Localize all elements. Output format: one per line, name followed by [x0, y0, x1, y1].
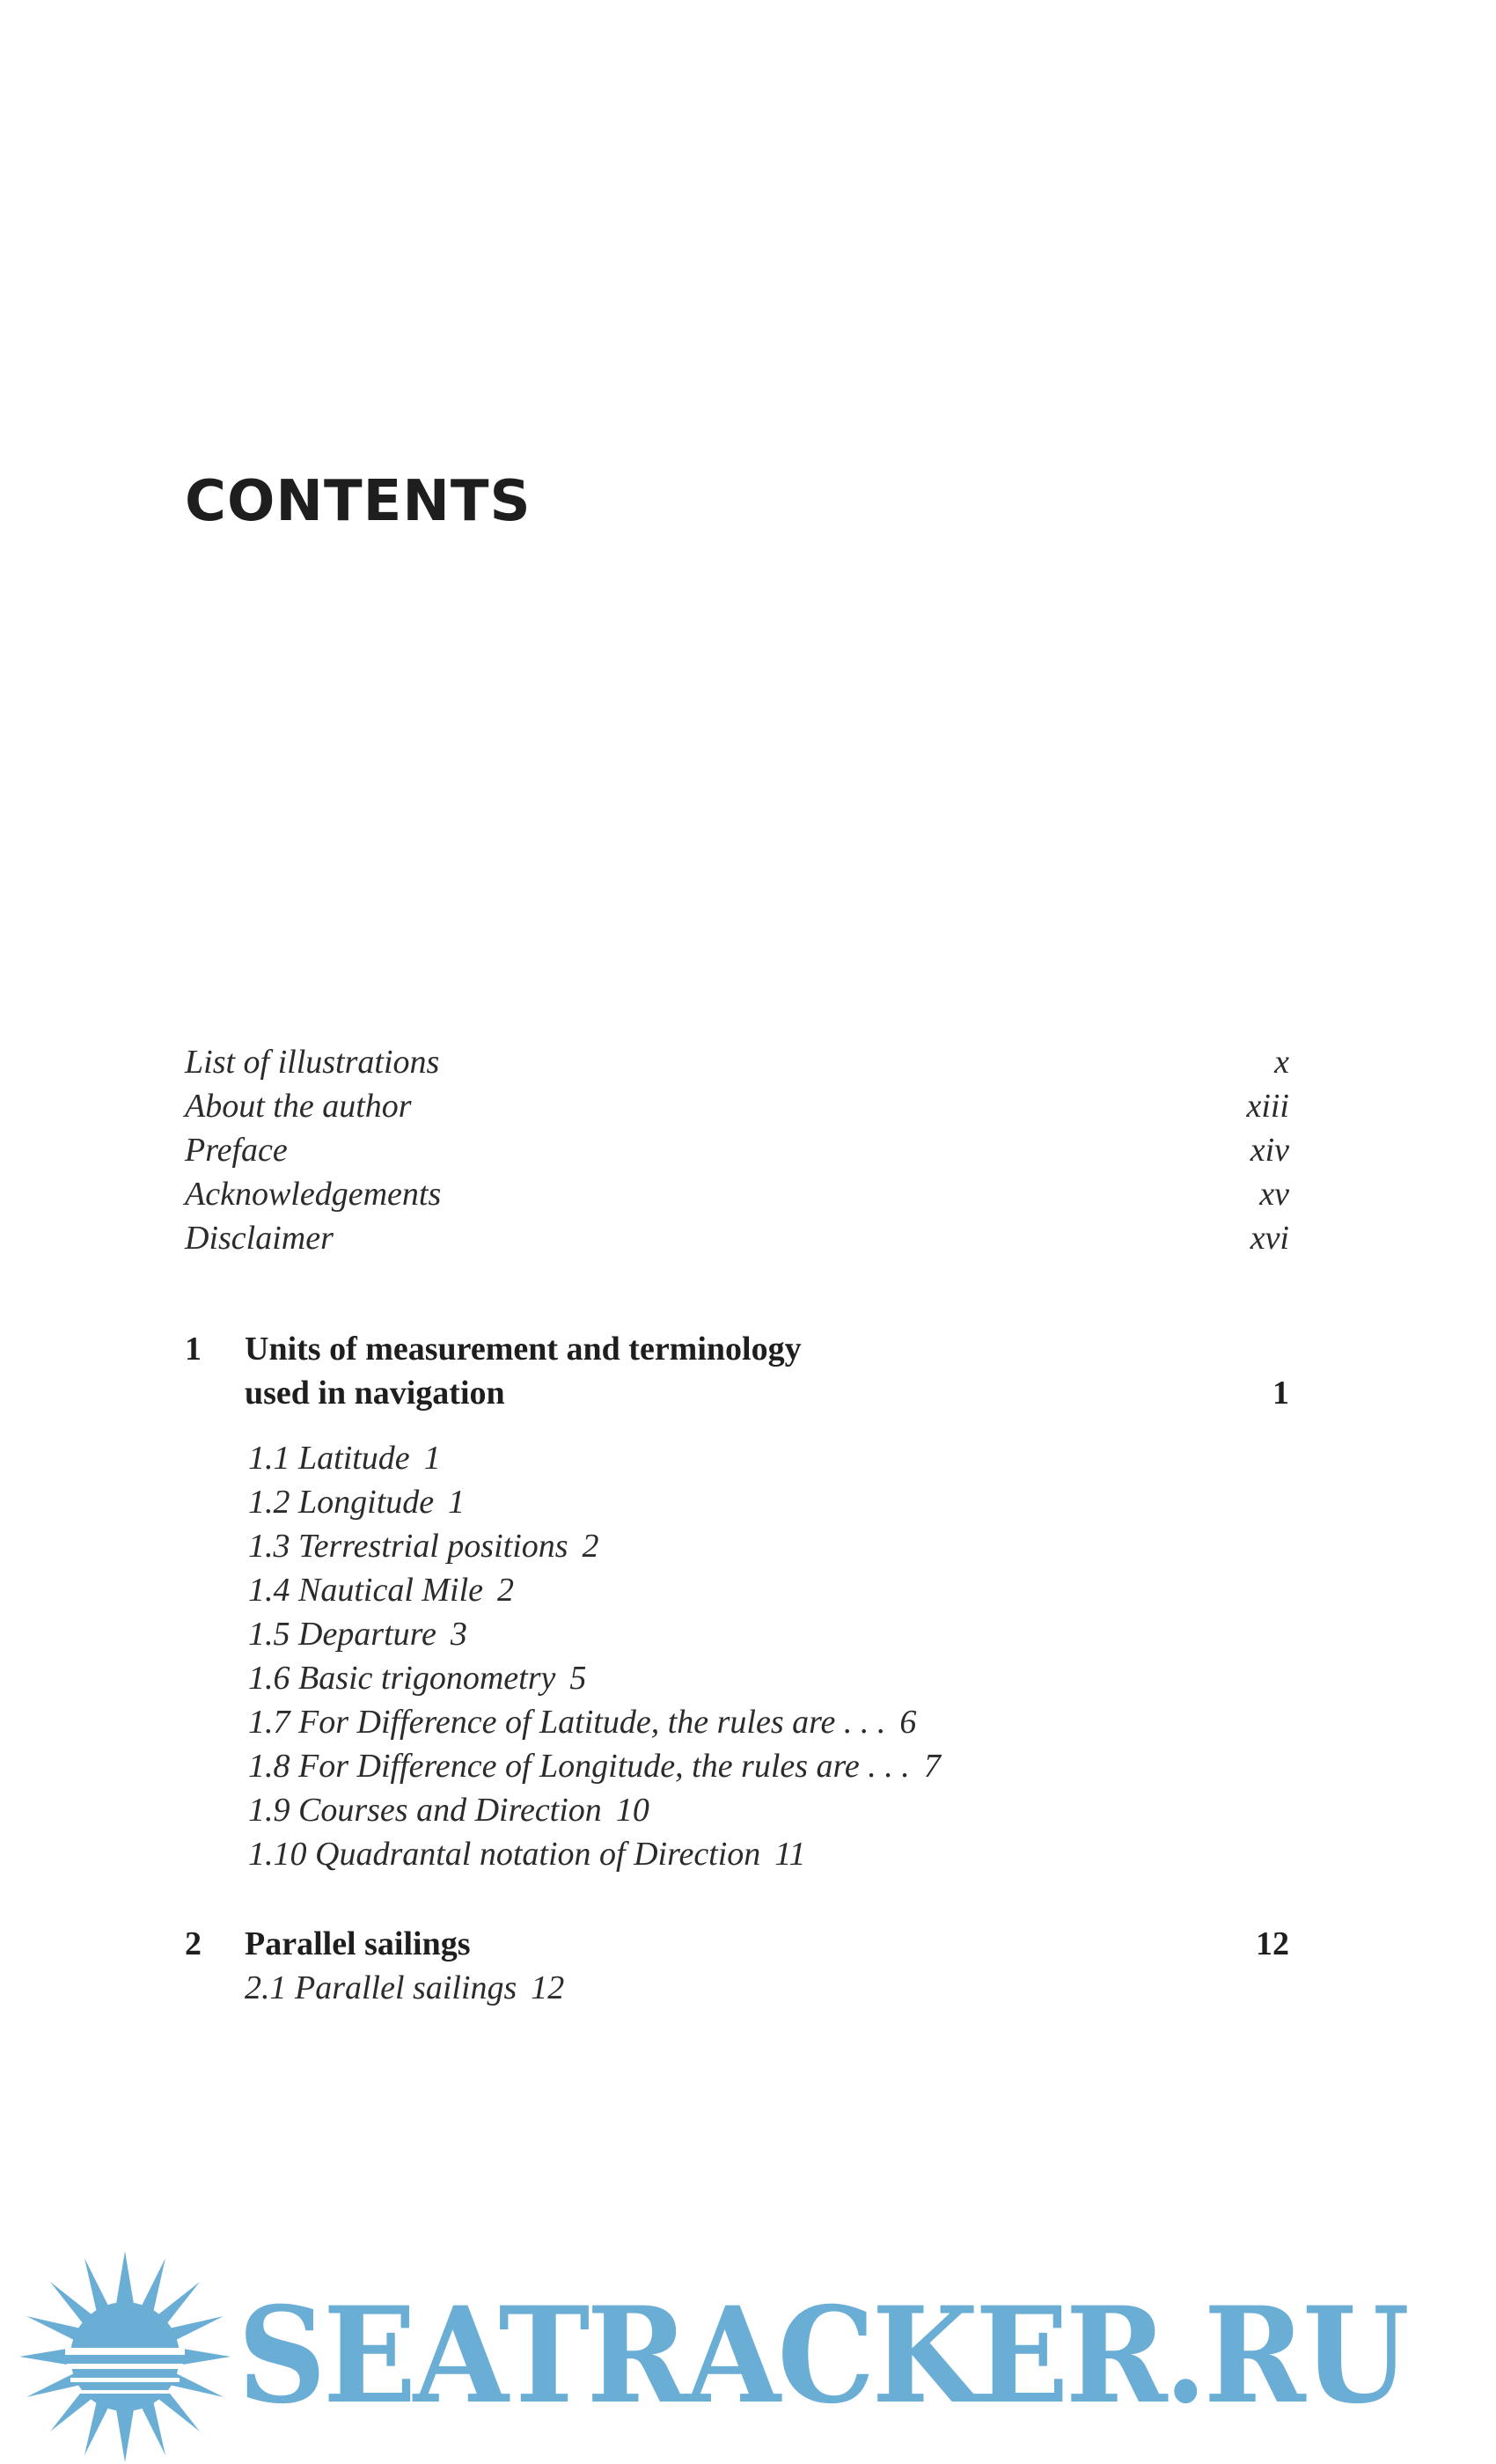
- chapter-title: [245, 1922, 1037, 1966]
- section-entry[interactable]: [248, 1436, 1289, 1480]
- toc-entry-about-the-author[interactable]: [185, 1084, 1289, 1128]
- front-matter-list: [185, 1040, 1289, 1260]
- section-label: 1.3 Terrestrial positions: [248, 1528, 568, 1565]
- toc-entry-label: Disclaimer: [185, 1220, 334, 1257]
- section-entry[interactable]: [248, 1480, 1289, 1524]
- toc-entry-preface[interactable]: [185, 1128, 1289, 1172]
- chapter-page: 1: [1272, 1375, 1289, 1412]
- section-entry[interactable]: [248, 1788, 1289, 1832]
- section-page: 3: [450, 1616, 467, 1653]
- section-label: 1.7 For Difference of Latitude, the rules are . . .: [248, 1704, 886, 1741]
- sun-icon: [19, 2251, 231, 2462]
- toc-entry-page: xv: [1259, 1176, 1289, 1213]
- watermark: [0, 2235, 1496, 2464]
- section-entry[interactable]: [248, 1656, 1289, 1700]
- section-page: 1: [448, 1484, 466, 1521]
- section-entry[interactable]: [248, 1832, 1289, 1876]
- chapter-page: 12: [1256, 1925, 1289, 1962]
- chapter-title-line: Units of measurement and terminology: [245, 1331, 802, 1368]
- section-entry[interactable]: [248, 1524, 1289, 1568]
- section-label: 1.6 Basic trigonometry: [248, 1660, 556, 1697]
- section-page: 10: [615, 1792, 649, 1829]
- section-page: 2: [497, 1572, 515, 1609]
- chapter-title-line: used in navigation: [245, 1375, 505, 1412]
- section-label: 1.9 Courses and Direction: [248, 1792, 602, 1829]
- section-label: 1.2 Longitude: [248, 1484, 435, 1521]
- toc-entry-page: xvi: [1250, 1220, 1289, 1257]
- section-page: 1: [423, 1440, 441, 1477]
- chapter-title-line: Parallel sailings: [245, 1925, 471, 1962]
- section-label: 1.5 Departure: [248, 1616, 436, 1653]
- toc-entry-label: Preface: [185, 1132, 288, 1169]
- chapter-heading[interactable]: [185, 1327, 1289, 1415]
- toc-entry-page: xiii: [1246, 1088, 1289, 1125]
- section-entry[interactable]: [248, 1612, 1289, 1656]
- toc-entry-label: Acknowledgements: [185, 1176, 442, 1213]
- toc-entry-disclaimer[interactable]: [185, 1216, 1289, 1260]
- section-page: 7: [923, 1748, 941, 1785]
- watermark-text: SEATRACKER.RU: [238, 2278, 1406, 2433]
- toc-entry-list-of-illustrations[interactable]: [185, 1040, 1289, 1084]
- toc-entry-label: About the author: [185, 1088, 412, 1125]
- toc-entry-label: List of illustrations: [185, 1044, 440, 1081]
- page-title: CONTENTS: [185, 469, 532, 534]
- section-entry[interactable]: [248, 1700, 1289, 1744]
- chapter-number: 2: [185, 1925, 202, 1962]
- toc-entry-acknowledgements[interactable]: [185, 1172, 1289, 1216]
- section-list: [245, 1966, 1289, 2010]
- section-page: 12: [531, 1969, 565, 2006]
- section-entry[interactable]: [248, 1744, 1289, 1788]
- toc-entry-page: xiv: [1250, 1132, 1289, 1169]
- section-list: [248, 1436, 1289, 1876]
- section-label: 1.1 Latitude: [248, 1440, 410, 1477]
- section-page: 6: [899, 1704, 917, 1741]
- chapter-1: [185, 1327, 1289, 1876]
- section-page: 11: [774, 1836, 806, 1873]
- section-page: 5: [569, 1660, 587, 1697]
- chapter-number: 1: [185, 1331, 202, 1368]
- section-label: 2.1 Parallel sailings: [245, 1969, 517, 2006]
- chapter-title: [245, 1327, 1037, 1415]
- section-label: 1.10 Quadrantal notation of Direction: [248, 1836, 761, 1873]
- toc-entry-page: x: [1274, 1044, 1289, 1081]
- chapter-2: [185, 1922, 1289, 2010]
- section-label: 1.8 For Difference of Longitude, the rules are . . .: [248, 1748, 910, 1785]
- section-page: 2: [582, 1528, 599, 1565]
- section-label: 1.4 Nautical Mile: [248, 1572, 484, 1609]
- section-entry[interactable]: [248, 1568, 1289, 1612]
- section-entry[interactable]: [245, 1966, 1289, 2010]
- chapter-heading[interactable]: [185, 1922, 1289, 1966]
